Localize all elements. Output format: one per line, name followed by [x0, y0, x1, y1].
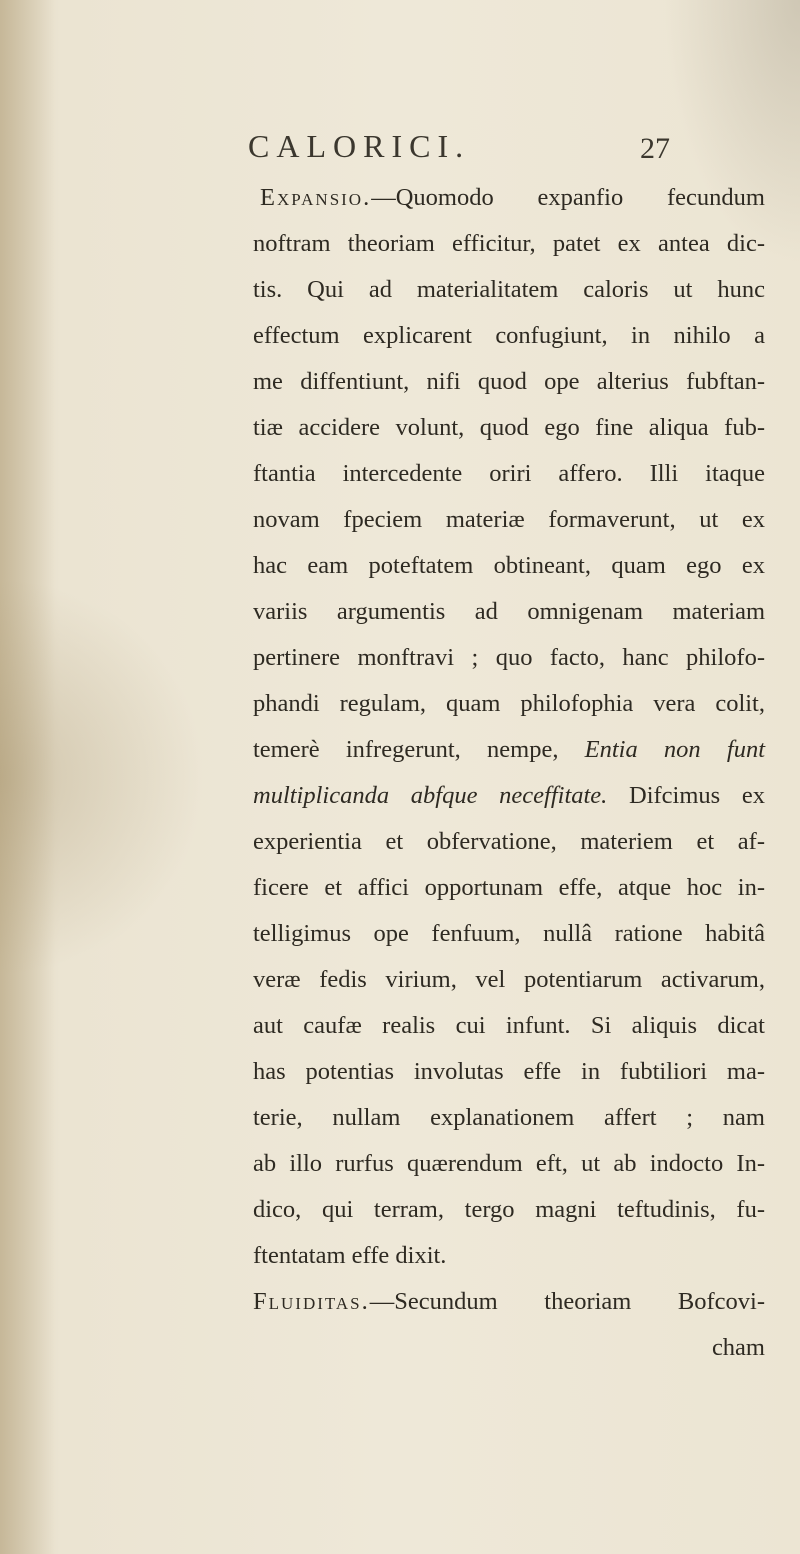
- text-line: has potentias involutas effe in fubtiliori ma-: [253, 1058, 765, 1085]
- paragraph-heading-expansio: Expansio.: [260, 184, 372, 211]
- text-line: veræ fedis virium, vel potentiarum activarum,: [253, 966, 765, 993]
- italic-maxim: Entia non funt: [584, 736, 765, 763]
- text-line: effectum explicarent confugiunt, in nihilo a: [253, 322, 765, 349]
- paragraph-heading-fluiditas: Fluiditas.: [253, 1288, 370, 1315]
- running-title: CALORICI.: [248, 128, 471, 164]
- text-line: [260, 175, 765, 221]
- text-line: me diffentiunt, nifi quod ope alterius fubftan-: [253, 368, 765, 395]
- page-number: 27: [640, 132, 670, 165]
- text-line: ftantia intercedente oriri affero. Illi itaque: [253, 460, 765, 487]
- text-line: aut caufæ realis cui infunt. Si aliquis dicat: [253, 1012, 765, 1039]
- line-text: temerè infregerunt, nempe,: [253, 736, 559, 763]
- text-line: [253, 727, 765, 773]
- text-line: tis. Qui ad materialitatem caloris ut hunc: [253, 276, 765, 303]
- text-line: [253, 773, 765, 819]
- text-line: terie, nullam explanationem affert ; nam: [253, 1104, 765, 1131]
- body-text: [253, 175, 765, 1371]
- text-line: pertinere monftravi ; quo facto, hanc philofo-: [253, 644, 765, 671]
- text-line: noftram theoriam efficitur, patet ex antea dic-: [253, 230, 765, 257]
- line-text: Difcimus ex: [629, 782, 765, 809]
- text-line: telligimus ope fenfuum, nullâ ratione habitâ: [253, 920, 765, 947]
- page-header: [0, 128, 800, 168]
- text-line: [253, 1279, 765, 1325]
- text-line: dico, qui terram, tergo magni teftudinis, fu-: [253, 1196, 765, 1223]
- line-text: —Quomodo expanfio fecundum: [371, 184, 765, 211]
- catchword: cham: [711, 1334, 765, 1361]
- text-line: ab illo rurfus quærendum eft, ut ab indocto In-: [253, 1150, 765, 1177]
- text-line: ftentatam effe dixit.: [253, 1242, 447, 1269]
- binding-gutter: [0, 0, 55, 1554]
- text-line: ficere et affici opportunam effe, atque hoc in-: [253, 874, 765, 901]
- line-text: —Secundum theoriam Bofcovi-: [369, 1288, 765, 1315]
- text-line: novam fpeciem materiæ formaverunt, ut ex: [253, 506, 765, 533]
- text-line: phandi regulam, quam philofophia vera colit,: [253, 690, 765, 717]
- text-line: experientia et obfervatione, materiem et af-: [253, 828, 765, 855]
- text-line: tiæ accidere volunt, quod ego fine aliqua fub-: [253, 414, 765, 441]
- text-line: hac eam poteftatem obtineant, quam ego ex: [253, 552, 765, 579]
- text-line: variis argumentis ad omnigenam materiam: [253, 598, 765, 625]
- italic-maxim: multiplicanda abfque neceffitate.: [253, 782, 608, 809]
